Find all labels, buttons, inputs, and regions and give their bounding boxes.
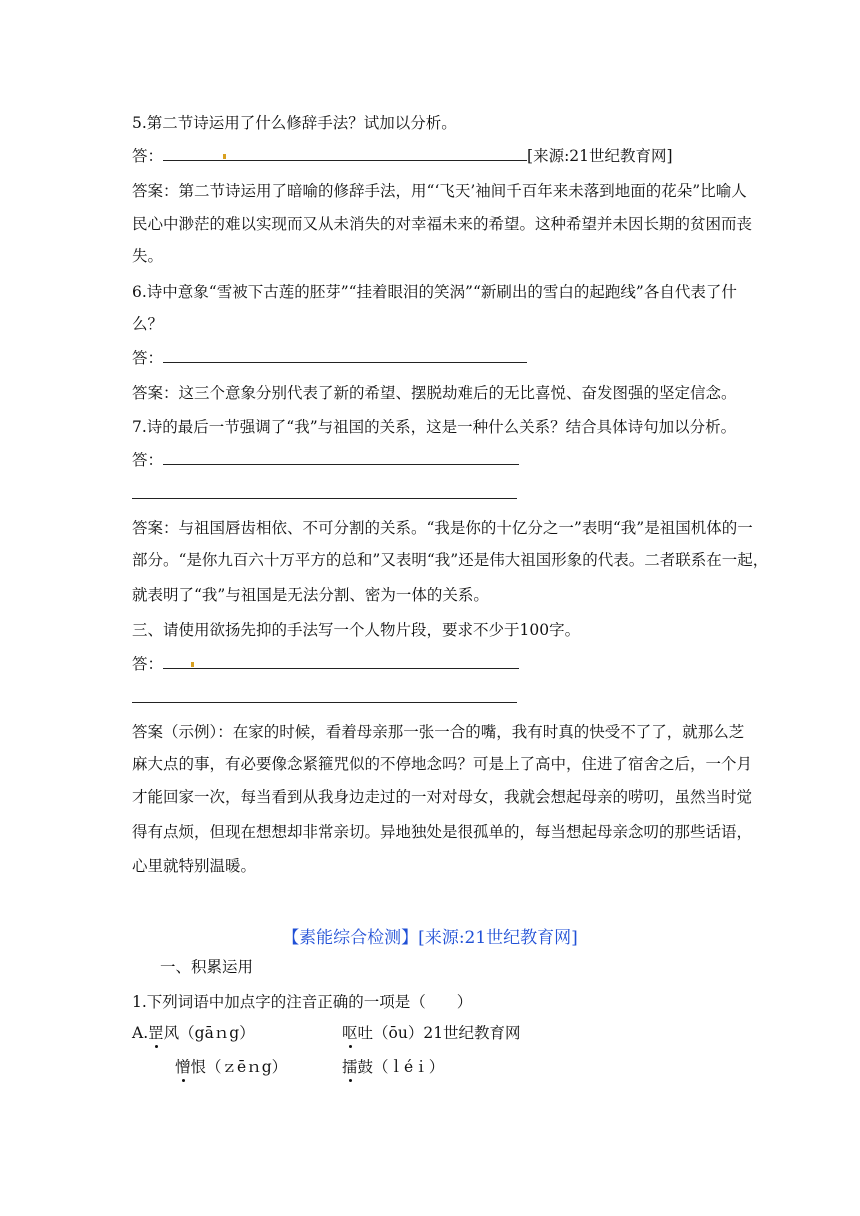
- q6-answer-prefix: 答：: [132, 349, 164, 367]
- q3-answer-line: [132, 654, 519, 674]
- emphasis-char-2: 呕: [342, 1024, 358, 1042]
- q7-answer-prefix: 答：: [132, 451, 164, 469]
- q7-answer-text-1: 答案：与祖国唇齿相依、不可分割的关系。“我是你的十亿分之一”表明“我”是祖国机体的一: [132, 519, 753, 537]
- q7-answer-text-3: 就表明了“我”与祖国是无法分割、密为一体的关系。: [132, 586, 489, 604]
- q7-answer-blank[interactable]: [163, 450, 519, 465]
- emphasis-char-1: 罡: [148, 1024, 164, 1042]
- option-a-label: A.: [132, 1024, 149, 1042]
- option-a-word-4-line: [342, 1057, 444, 1077]
- q3-answer-blank[interactable]: [163, 654, 519, 669]
- q3-answer-text-3: 才能回家一次，每当看到从我身边走过的一对对母女，我就会想起母亲的唠叨，虽然当时觉: [132, 788, 753, 806]
- q3-answer-text-4: 得有点烦，但现在想想却非常亲切。异地独处是很孤单的，每当想起母亲念叨的那些话语，: [132, 823, 753, 841]
- q3-answer-text-1: 答案（示例）：在家的时候，看着母亲那一张一合的嘴，我有时真的快受不了了，就那么芝: [132, 723, 745, 741]
- q1-question: 1.下列词语中加点字的注音正确的一项是（ ）: [132, 993, 473, 1011]
- q7-answer-line: [132, 450, 519, 470]
- q7-question: 7.诗的最后一节强调了“我”与祖国的关系，这是一种什么关系？结合具体诗句加以分析。: [132, 418, 737, 436]
- q5-source-tag: [来源:21世纪教育网]: [527, 147, 673, 165]
- q7-answer-rule[interactable]: [132, 498, 517, 499]
- emphasis-char-4: 擂: [342, 1058, 358, 1076]
- q6-answer-text: 答案：这三个意象分别代表了新的希望、摆脱劫难后的无比喜悦、奋发图强的坚定信念。: [132, 384, 737, 402]
- option-a-word-2: 吐（ōu）21世纪教育网: [357, 1024, 521, 1042]
- q5-answer-text-2: 民心中渺茫的难以实现而又从未消失的对幸福未来的希望。这种希望并未因长期的贫困而丧: [132, 215, 753, 233]
- q5-answer-text-3: 失。: [132, 247, 164, 265]
- q6-question-1: 6.诗中意象“雪被下古莲的胚芽”“挂着眼泪的笑涡”“新刷出的雪白的起跑线”各自代表了什: [132, 283, 737, 301]
- q3-answer-prefix: 答：: [132, 655, 164, 673]
- q6-answer-line: [132, 348, 527, 368]
- emphasis-char-3: 憎: [175, 1058, 191, 1076]
- option-a[interactable]: [132, 1023, 255, 1043]
- q3-answer-rule[interactable]: [132, 702, 517, 703]
- section-heading: 【素能综合检测】[来源:21世纪教育网]: [282, 928, 578, 948]
- q5-answer-line: [132, 146, 673, 166]
- option-a-word-2-line: [342, 1023, 521, 1043]
- q7-answer-text-2: 部分。“是你九百六十万平方的总和”又表明“我”还是伟大祖国形象的代表。二者联系在一起，: [132, 551, 769, 569]
- cursor-mark-icon: [191, 662, 194, 667]
- q3-answer-text-2: 麻大点的事，有必要像念紧箍咒似的不停地念吗？可是上了高中，住进了宿舍之后，一个月: [132, 755, 753, 773]
- option-a-word-3-line: [175, 1057, 287, 1077]
- q3-answer-text-5: 心里就特别温暖。: [132, 857, 257, 875]
- part1-heading: 一、积累运用: [160, 958, 254, 976]
- option-a-word-3: 恨（ｚēｎg）: [190, 1058, 288, 1076]
- q5-answer-text-1: 答案：第二节诗运用了暗喻的修辞手法，用“‘飞天’袖间千百年来未落到地面的花朵”比喻人: [132, 182, 747, 200]
- q3-question: 三、请使用欲扬先抑的手法写一个人物片段，要求不少于100字。: [132, 621, 581, 639]
- q5-answer-blank[interactable]: [163, 146, 527, 161]
- q6-question-2: 么？: [132, 315, 164, 333]
- option-a-word-4: 鼓（ｌéｉ）: [357, 1058, 445, 1076]
- option-a-word-1: 风（gāｎg）: [163, 1024, 255, 1042]
- q6-answer-blank[interactable]: [163, 348, 527, 363]
- q5-answer-prefix: 答：: [132, 147, 164, 165]
- cursor-mark-icon: [223, 154, 226, 159]
- q5-question: 5.第二节诗运用了什么修辞手法？试加以分析。: [132, 114, 457, 132]
